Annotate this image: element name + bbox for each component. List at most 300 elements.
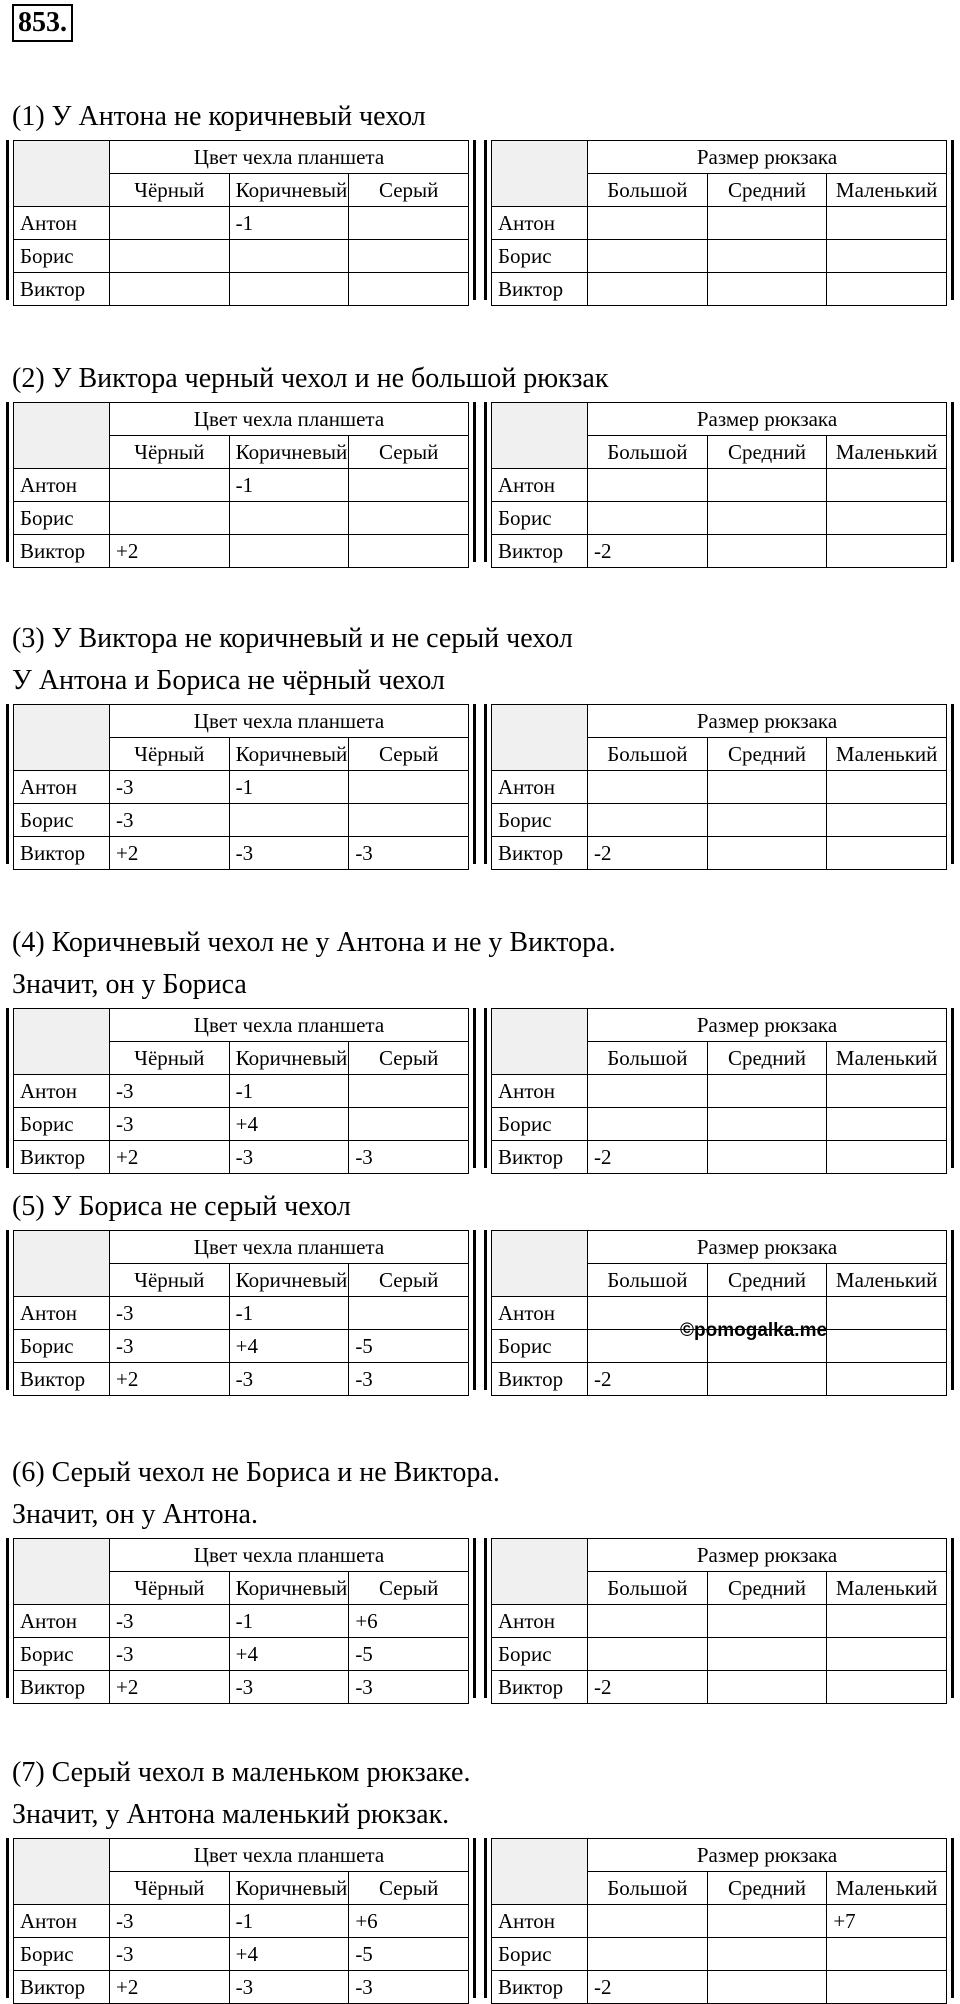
row-name: Антон (492, 1297, 588, 1330)
column-header: Коричневый (229, 1572, 349, 1605)
row-name: Борис (14, 240, 110, 273)
row-name: Борис (14, 502, 110, 535)
cell-value: -3 (110, 1905, 230, 1938)
column-header: Серый (349, 1042, 469, 1075)
step-caption: (7) Серый чехол в маленьком рюкзаке. (12, 1757, 471, 1788)
backpack-size-table (484, 1838, 954, 1998)
header-row (14, 1839, 469, 1872)
cell-value: +2 (110, 535, 230, 568)
table-row (14, 207, 469, 240)
cell-value: -3 (110, 1075, 230, 1108)
row-name: Борис (14, 1330, 110, 1363)
cell-value (707, 1605, 827, 1638)
column-header: Большой (588, 436, 708, 469)
cell-value (349, 469, 469, 502)
group-header: Размер рюкзака (588, 1539, 947, 1572)
logic-table (13, 704, 469, 870)
header-row (14, 141, 469, 174)
backpack-size-table (484, 402, 954, 562)
cell-value: -1 (229, 207, 349, 240)
group-header: Размер рюкзака (588, 403, 947, 436)
table-row (14, 837, 469, 870)
tables-row (6, 1230, 960, 1390)
group-header: Размер рюкзака (588, 1231, 947, 1264)
column-header: Большой (588, 1042, 708, 1075)
column-header: Серый (349, 1264, 469, 1297)
row-name: Антон (14, 207, 110, 240)
cell-value (827, 240, 947, 273)
header-row (14, 1009, 469, 1042)
cell-value (707, 1108, 827, 1141)
cell-value (588, 469, 708, 502)
row-name: Антон (492, 1605, 588, 1638)
watermark: ©pomogalka.me (680, 1320, 828, 1341)
cell-value (110, 469, 230, 502)
step-caption: (3) У Виктора не коричневый и не серый чехол (12, 623, 573, 654)
table-row (492, 469, 947, 502)
column-header: Коричневый (229, 436, 349, 469)
row-name: Виктор (14, 273, 110, 306)
cell-value (588, 207, 708, 240)
logic-table (491, 704, 947, 870)
column-header: Маленький (827, 1042, 947, 1075)
cell-value: -5 (349, 1330, 469, 1363)
cell-value: -2 (588, 1141, 708, 1174)
step-caption: (2) У Виктора черный чехол и не большой рюкзак (12, 363, 609, 394)
header-row (492, 403, 947, 436)
cell-value (707, 771, 827, 804)
row-name: Виктор (492, 837, 588, 870)
cell-value: -3 (110, 804, 230, 837)
corner-cell (492, 1539, 588, 1605)
table-row (492, 837, 947, 870)
logic-table (491, 1538, 947, 1704)
cell-value (110, 502, 230, 535)
cell-value (229, 273, 349, 306)
column-header: Чёрный (110, 174, 230, 207)
cell-value: -3 (349, 1671, 469, 1704)
cell-value (707, 1905, 827, 1938)
cell-value: +2 (110, 1141, 230, 1174)
logic-table (13, 402, 469, 568)
cell-value (707, 804, 827, 837)
header-row (492, 705, 947, 738)
step-caption: (1) У Антона не коричневый чехол (12, 101, 426, 132)
cell-value: -1 (229, 1605, 349, 1638)
table-row (492, 207, 947, 240)
header-row (492, 141, 947, 174)
corner-cell (14, 1231, 110, 1297)
table-row (492, 1141, 947, 1174)
row-name: Борис (492, 502, 588, 535)
solution-step (6, 1452, 960, 1698)
cell-value (349, 502, 469, 535)
column-header: Средний (707, 1872, 827, 1905)
cell-value: +2 (110, 1363, 230, 1396)
column-header: Большой (588, 738, 708, 771)
group-header: Цвет чехла планшета (110, 403, 469, 436)
case-color-table (6, 1838, 476, 1998)
cell-value (349, 804, 469, 837)
cell-value: +4 (229, 1938, 349, 1971)
cell-value (827, 1671, 947, 1704)
column-header: Коричневый (229, 738, 349, 771)
row-name: Борис (492, 1108, 588, 1141)
row-name: Виктор (14, 535, 110, 568)
header-row (492, 1839, 947, 1872)
cell-value (707, 837, 827, 870)
logic-table (491, 1008, 947, 1174)
backpack-size-table (484, 1008, 954, 1168)
cell-value: -2 (588, 1971, 708, 2004)
column-header: Чёрный (110, 1572, 230, 1605)
header-row (14, 1231, 469, 1264)
cell-value (349, 207, 469, 240)
table-row (14, 1671, 469, 1704)
column-header: Большой (588, 1872, 708, 1905)
logic-table (13, 1230, 469, 1396)
corner-cell (492, 1839, 588, 1905)
cell-value (707, 1671, 827, 1704)
step-caption: У Антона и Бориса не чёрный чехол (12, 665, 445, 696)
cell-value: -3 (349, 837, 469, 870)
column-header: Маленький (827, 738, 947, 771)
row-name: Антон (492, 771, 588, 804)
logic-table (491, 402, 947, 568)
cell-value: -3 (229, 1141, 349, 1174)
cell-value (588, 1605, 708, 1638)
table-row (492, 1075, 947, 1108)
column-header: Коричневый (229, 1042, 349, 1075)
table-row (14, 1297, 469, 1330)
cell-value (827, 469, 947, 502)
cell-value (827, 1363, 947, 1396)
corner-cell (14, 1539, 110, 1605)
solution-step (6, 618, 960, 864)
row-name: Антон (14, 1905, 110, 1938)
row-name: Антон (14, 1075, 110, 1108)
solution-step (6, 96, 960, 300)
case-color-table (6, 402, 476, 562)
cell-value (707, 502, 827, 535)
corner-cell (14, 403, 110, 469)
problem-number: 853. (12, 4, 73, 42)
group-header: Цвет чехла планшета (110, 1539, 469, 1572)
corner-cell (492, 1231, 588, 1297)
cell-value (707, 1141, 827, 1174)
cell-value: -3 (110, 1330, 230, 1363)
table-row (492, 1108, 947, 1141)
cell-value (827, 837, 947, 870)
row-name: Антон (14, 1297, 110, 1330)
step-caption: Значит, у Антона маленький рюкзак. (12, 1799, 450, 1830)
cell-value: -2 (588, 1363, 708, 1396)
cell-value (707, 535, 827, 568)
corner-cell (14, 141, 110, 207)
table-row (492, 1671, 947, 1704)
cell-value (707, 469, 827, 502)
backpack-size-table (484, 704, 954, 864)
step-caption: Значит, он у Антона. (12, 1499, 258, 1530)
column-header: Чёрный (110, 738, 230, 771)
row-name: Антон (14, 469, 110, 502)
tables-row (6, 704, 960, 864)
cell-value: +2 (110, 1971, 230, 2004)
group-header: Размер рюкзака (588, 1839, 947, 1872)
cell-value (588, 1905, 708, 1938)
column-header: Чёрный (110, 1264, 230, 1297)
cell-value: -1 (229, 469, 349, 502)
cell-value: -3 (229, 1671, 349, 1704)
cell-value (588, 1638, 708, 1671)
solution-step (6, 1752, 960, 1998)
case-color-table (6, 1538, 476, 1698)
step-caption: (6) Серый чехол не Бориса и не Виктора. (12, 1457, 500, 1488)
cell-value (588, 1938, 708, 1971)
corner-cell (14, 1009, 110, 1075)
case-color-table (6, 1008, 476, 1168)
row-name: Виктор (492, 1971, 588, 2004)
table-row (14, 1363, 469, 1396)
cell-value (588, 1108, 708, 1141)
logic-table (13, 140, 469, 306)
cell-value (827, 1638, 947, 1671)
column-header: Средний (707, 1264, 827, 1297)
row-name: Виктор (492, 1141, 588, 1174)
header-row (492, 1009, 947, 1042)
table-row (492, 771, 947, 804)
column-header: Большой (588, 1572, 708, 1605)
row-name: Борис (14, 804, 110, 837)
column-header: Маленький (827, 1572, 947, 1605)
cell-value (110, 207, 230, 240)
logic-table (491, 1838, 947, 2004)
cell-value (229, 240, 349, 273)
cell-value: -3 (110, 1297, 230, 1330)
tables-row (6, 1008, 960, 1168)
cell-value: -3 (110, 1605, 230, 1638)
column-header: Серый (349, 174, 469, 207)
row-name: Виктор (492, 1363, 588, 1396)
cell-value: -5 (349, 1938, 469, 1971)
table-row (14, 771, 469, 804)
table-row (14, 1605, 469, 1638)
header-row (14, 1539, 469, 1572)
table-row (14, 469, 469, 502)
row-name: Виктор (14, 1363, 110, 1396)
column-header: Средний (707, 174, 827, 207)
cell-value (588, 502, 708, 535)
case-color-table (6, 1230, 476, 1390)
column-header: Маленький (827, 1872, 947, 1905)
cell-value (588, 240, 708, 273)
row-name: Борис (492, 804, 588, 837)
cell-value (827, 1938, 947, 1971)
column-header: Коричневый (229, 1872, 349, 1905)
column-header: Коричневый (229, 174, 349, 207)
cell-value (349, 240, 469, 273)
table-row (14, 502, 469, 535)
cell-value (349, 1075, 469, 1108)
column-header: Коричневый (229, 1264, 349, 1297)
row-name: Виктор (14, 1141, 110, 1174)
cell-value (827, 273, 947, 306)
case-color-table (6, 704, 476, 864)
cell-value (588, 273, 708, 306)
row-name: Виктор (492, 273, 588, 306)
column-header: Большой (588, 1264, 708, 1297)
cell-value: -1 (229, 1905, 349, 1938)
cell-value (349, 1297, 469, 1330)
column-header: Серый (349, 1572, 469, 1605)
cell-value (110, 240, 230, 273)
cell-value: -3 (229, 1363, 349, 1396)
row-name: Виктор (492, 1671, 588, 1704)
cell-value: +2 (110, 837, 230, 870)
cell-value: -2 (588, 1671, 708, 1704)
cell-value: +7 (827, 1905, 947, 1938)
table-row (492, 1905, 947, 1938)
row-name: Виктор (14, 1971, 110, 2004)
table-row (492, 1938, 947, 1971)
row-name: Борис (492, 1638, 588, 1671)
cell-value: +2 (110, 1671, 230, 1704)
logic-table (491, 140, 947, 306)
column-header: Серый (349, 738, 469, 771)
table-row (14, 1971, 469, 2004)
table-row (14, 240, 469, 273)
cell-value (707, 1638, 827, 1671)
tables-row (6, 140, 960, 300)
row-name: Виктор (14, 1671, 110, 1704)
cell-value: +4 (229, 1108, 349, 1141)
group-header: Цвет чехла планшета (110, 1231, 469, 1264)
step-caption: Значит, он у Бориса (12, 969, 247, 1000)
table-row (492, 804, 947, 837)
step-caption: (5) У Бориса не серый чехол (12, 1191, 351, 1222)
row-name: Борис (14, 1108, 110, 1141)
corner-cell (14, 705, 110, 771)
column-header: Средний (707, 1572, 827, 1605)
column-header: Маленький (827, 436, 947, 469)
cell-value: -3 (349, 1141, 469, 1174)
column-header: Средний (707, 1042, 827, 1075)
corner-cell (492, 1009, 588, 1075)
table-row (492, 535, 947, 568)
cell-value (827, 804, 947, 837)
table-row (492, 240, 947, 273)
table-row (14, 535, 469, 568)
header-row (492, 1231, 947, 1264)
column-header: Серый (349, 1872, 469, 1905)
cell-value (827, 1108, 947, 1141)
column-header: Чёрный (110, 1042, 230, 1075)
cell-value: -3 (349, 1363, 469, 1396)
corner-cell (492, 403, 588, 469)
row-name: Антон (492, 1075, 588, 1108)
cell-value: -3 (110, 771, 230, 804)
table-row (14, 273, 469, 306)
column-header: Чёрный (110, 1872, 230, 1905)
cell-value (827, 535, 947, 568)
cell-value (229, 804, 349, 837)
backpack-size-table (484, 140, 954, 300)
cell-value (588, 804, 708, 837)
cell-value: -2 (588, 535, 708, 568)
row-name: Антон (14, 1605, 110, 1638)
cell-value (707, 1938, 827, 1971)
row-name: Борис (492, 1938, 588, 1971)
row-name: Борис (492, 1330, 588, 1363)
corner-cell (492, 141, 588, 207)
cell-value: -1 (229, 1075, 349, 1108)
table-row (492, 273, 947, 306)
cell-value (827, 771, 947, 804)
row-name: Антон (14, 771, 110, 804)
cell-value: +6 (349, 1905, 469, 1938)
row-name: Антон (492, 1905, 588, 1938)
table-row (14, 1905, 469, 1938)
solution-step (6, 358, 960, 562)
column-header: Маленький (827, 174, 947, 207)
table-row (14, 1330, 469, 1363)
column-header: Средний (707, 738, 827, 771)
table-row (14, 1938, 469, 1971)
cell-value (349, 771, 469, 804)
row-name: Виктор (492, 535, 588, 568)
column-header: Средний (707, 436, 827, 469)
corner-cell (492, 705, 588, 771)
group-header: Размер рюкзака (588, 705, 947, 738)
group-header: Цвет чехла планшета (110, 705, 469, 738)
cell-value: -3 (110, 1638, 230, 1671)
cell-value: -3 (110, 1938, 230, 1971)
table-row (492, 1363, 947, 1396)
cell-value (827, 207, 947, 240)
cell-value (707, 240, 827, 273)
tables-row (6, 1838, 960, 1998)
cell-value (707, 1363, 827, 1396)
cell-value (588, 1075, 708, 1108)
cell-value (349, 1108, 469, 1141)
cell-value (588, 771, 708, 804)
cell-value: -3 (349, 1971, 469, 2004)
cell-value (707, 1971, 827, 2004)
table-row (492, 502, 947, 535)
cell-value (827, 1297, 947, 1330)
table-row (14, 804, 469, 837)
row-name: Борис (14, 1638, 110, 1671)
logic-table (13, 1838, 469, 2004)
cell-value (827, 502, 947, 535)
cell-value: -5 (349, 1638, 469, 1671)
cell-value: +6 (349, 1605, 469, 1638)
header-row (14, 403, 469, 436)
cell-value: -2 (588, 837, 708, 870)
cell-value: -3 (229, 1971, 349, 2004)
row-name: Борис (492, 240, 588, 273)
cell-value (827, 1605, 947, 1638)
table-row (492, 1971, 947, 2004)
group-header: Цвет чехла планшета (110, 1009, 469, 1042)
column-header: Серый (349, 436, 469, 469)
cell-value: -1 (229, 771, 349, 804)
header-row (14, 705, 469, 738)
cell-value (827, 1330, 947, 1363)
header-row (492, 1539, 947, 1572)
table-row (14, 1638, 469, 1671)
row-name: Антон (492, 207, 588, 240)
